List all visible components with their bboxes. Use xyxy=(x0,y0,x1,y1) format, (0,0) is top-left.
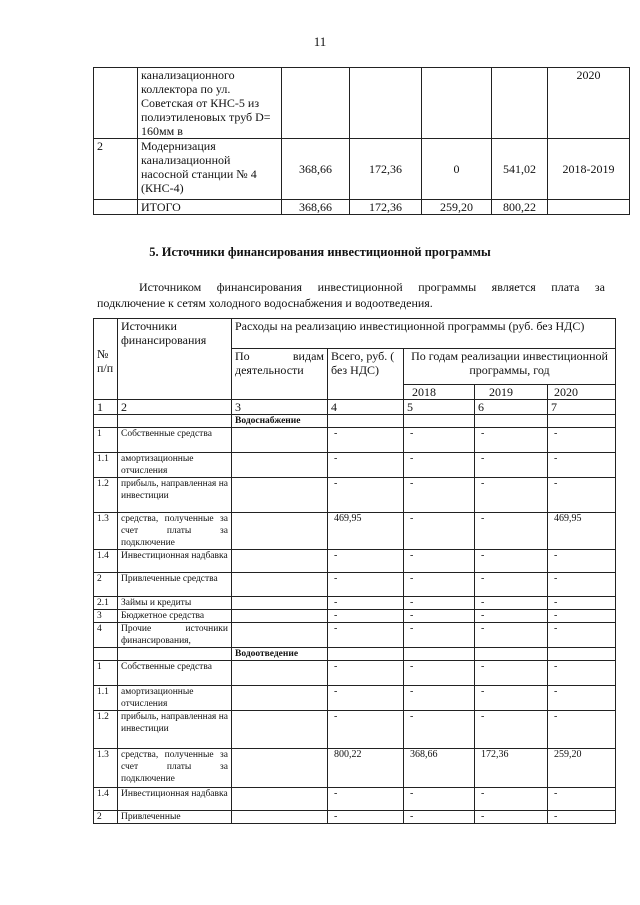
year-2018-cell: - xyxy=(404,811,475,824)
value-cell: 541,02 xyxy=(492,139,548,200)
year-2020-cell: 469,95 xyxy=(548,513,616,550)
total-cell: - xyxy=(328,788,404,811)
total-cell: 469,95 xyxy=(328,513,404,550)
year-2018-cell: - xyxy=(404,550,475,573)
by-activity-cell xyxy=(232,478,328,513)
year-2020-cell: - xyxy=(548,453,616,478)
year-2018-cell: 368,66 xyxy=(404,749,475,788)
year-2019-cell: - xyxy=(475,428,548,453)
investment-projects-table-continued xyxy=(93,67,630,215)
total-cell: 800,22 xyxy=(328,749,404,788)
year-2020-cell: - xyxy=(548,610,616,623)
source-name: Собственные средства xyxy=(118,661,232,686)
year-2018-cell: - xyxy=(404,573,475,597)
year-2020-cell: - xyxy=(548,711,616,749)
value-cell: 368,66 xyxy=(282,139,350,200)
year-2019-cell: - xyxy=(475,788,548,811)
table-row xyxy=(94,686,616,711)
col-number: 5 xyxy=(404,400,475,415)
year-2020-cell: - xyxy=(548,661,616,686)
year-2019-cell: - xyxy=(475,711,548,749)
header-year-2019: 2019 xyxy=(475,385,548,400)
period-cell: 2018-2019 xyxy=(548,139,630,200)
table-row xyxy=(94,623,616,648)
year-2020-cell: - xyxy=(548,788,616,811)
source-name: Прочие источники финансирования, xyxy=(118,623,232,648)
by-activity-cell xyxy=(232,788,328,811)
col-number: 7 xyxy=(548,400,616,415)
row-number: 1.2 xyxy=(94,711,118,749)
value-cell xyxy=(492,68,548,139)
by-activity-cell xyxy=(232,453,328,478)
col-number: 2 xyxy=(118,400,232,415)
col-number: 1 xyxy=(94,400,118,415)
total-cell: - xyxy=(328,661,404,686)
year-2018-cell: - xyxy=(404,661,475,686)
total-cell: - xyxy=(328,478,404,513)
header-by-activity: По видам деятельности xyxy=(232,349,328,400)
total-cell: - xyxy=(328,711,404,749)
year-2020-cell: - xyxy=(548,811,616,824)
source-name: Привлеченные xyxy=(118,811,232,824)
value-cell: 368,66 xyxy=(282,200,350,215)
year-2020-cell: - xyxy=(548,686,616,711)
year-2020-cell: - xyxy=(548,428,616,453)
source-name: прибыль, направленная на инвестиции xyxy=(118,711,232,749)
year-2019-cell: - xyxy=(475,478,548,513)
year-2019-cell: - xyxy=(475,453,548,478)
by-activity-cell xyxy=(232,597,328,610)
column-numbers-row xyxy=(94,400,616,415)
table-row xyxy=(94,478,616,513)
value-cell: 800,22 xyxy=(492,200,548,215)
table-row xyxy=(94,139,630,200)
row-number: 4 xyxy=(94,623,118,648)
section-row-water xyxy=(94,415,616,428)
by-activity-cell xyxy=(232,661,328,686)
by-activity-cell xyxy=(232,623,328,648)
year-2019-cell: - xyxy=(475,811,548,824)
header-expenses: Расходы на реализацию инвестиционной программы (руб. без НДС) xyxy=(232,319,616,349)
value-cell: 259,20 xyxy=(422,200,492,215)
source-name: Займы и кредиты xyxy=(118,597,232,610)
row-number: 1 xyxy=(94,428,118,453)
by-activity-cell xyxy=(232,573,328,597)
year-2018-cell: - xyxy=(404,478,475,513)
year-2019-cell: - xyxy=(475,573,548,597)
total-cell: - xyxy=(328,811,404,824)
year-2018-cell: - xyxy=(404,686,475,711)
header-year-2020: 2020 xyxy=(548,385,616,400)
project-name: Модернизация канализационной насосной станции № 4 (КНС-4) xyxy=(138,139,282,200)
table-row xyxy=(94,788,616,811)
source-name: Собственные средства xyxy=(118,428,232,453)
year-2018-cell: - xyxy=(404,597,475,610)
header-source: Источники финансирования xyxy=(118,319,232,400)
source-name: Инвестиционная надбавка xyxy=(118,788,232,811)
header-year-2018: 2018 xyxy=(404,385,475,400)
source-name: средства, полученные за счет платы за подключение xyxy=(118,513,232,550)
source-name: Бюджетное средства xyxy=(118,610,232,623)
year-2020-cell: - xyxy=(548,623,616,648)
value-cell xyxy=(422,68,492,139)
table-row xyxy=(94,749,616,788)
col-number: 3 xyxy=(232,400,328,415)
row-number: 1.3 xyxy=(94,513,118,550)
year-2018-cell: - xyxy=(404,711,475,749)
row-number: 2.1 xyxy=(94,597,118,610)
row-number: 2 xyxy=(94,811,118,824)
total-cell: - xyxy=(328,573,404,597)
by-activity-cell xyxy=(232,811,328,824)
total-cell: - xyxy=(328,597,404,610)
year-2019-cell: - xyxy=(475,686,548,711)
year-2020-cell: - xyxy=(548,573,616,597)
table-row xyxy=(94,711,616,749)
row-number: 1 xyxy=(94,661,118,686)
year-2020-cell: - xyxy=(548,478,616,513)
year-2020-cell: - xyxy=(548,550,616,573)
year-2019-cell: - xyxy=(475,550,548,573)
value-cell xyxy=(282,68,350,139)
year-2018-cell: - xyxy=(404,610,475,623)
project-name: канализационного коллектора по ул. Советская от КНС-5 из полиэтиленовых труб D= 160мм в xyxy=(138,68,282,139)
total-row xyxy=(94,200,630,215)
header-num: № п/п xyxy=(94,319,118,400)
row-number: 2 xyxy=(94,139,138,200)
row-number xyxy=(94,200,138,215)
row-number: 1.1 xyxy=(94,686,118,711)
table-row xyxy=(94,513,616,550)
by-activity-cell xyxy=(232,749,328,788)
row-number: 1.1 xyxy=(94,453,118,478)
year-2019-cell: - xyxy=(475,597,548,610)
section-label: Водоотведение xyxy=(232,648,328,661)
source-name: амортизационные отчисления xyxy=(118,453,232,478)
source-name: амортизационные отчисления xyxy=(118,686,232,711)
year-2018-cell: - xyxy=(404,513,475,550)
year-2018-cell: - xyxy=(404,623,475,648)
table-row xyxy=(94,610,616,623)
header-by-years: По годам реализации инвестиционной программы, год xyxy=(404,349,616,385)
row-number: 3 xyxy=(94,610,118,623)
table-row xyxy=(94,68,630,139)
year-2018-cell: - xyxy=(404,453,475,478)
paragraph xyxy=(97,279,605,311)
total-cell: - xyxy=(328,453,404,478)
table-row xyxy=(94,550,616,573)
header-total: Всего, руб. ( без НДС) xyxy=(328,349,404,400)
total-cell: - xyxy=(328,428,404,453)
by-activity-cell xyxy=(232,550,328,573)
row-number: 2 xyxy=(94,573,118,597)
value-cell xyxy=(350,68,422,139)
table-row xyxy=(94,573,616,597)
source-name: прибыль, направленная на инвестиции xyxy=(118,478,232,513)
source-name: Инвестиционная надбавка xyxy=(118,550,232,573)
by-activity-cell xyxy=(232,513,328,550)
year-2020-cell: 259,20 xyxy=(548,749,616,788)
total-cell: - xyxy=(328,686,404,711)
year-2019-cell: 172,36 xyxy=(475,749,548,788)
by-activity-cell xyxy=(232,610,328,623)
section-row-sewer xyxy=(94,648,616,661)
by-activity-cell xyxy=(232,686,328,711)
page-number: 11 xyxy=(313,34,327,49)
value-cell: 0 xyxy=(422,139,492,200)
row-number: 1.2 xyxy=(94,478,118,513)
year-2019-cell: - xyxy=(475,513,548,550)
period-cell: 2020 xyxy=(548,68,630,139)
total-cell: - xyxy=(328,623,404,648)
row-number xyxy=(94,68,138,139)
table-row xyxy=(94,811,616,824)
row-number: 1.4 xyxy=(94,550,118,573)
year-2019-cell: - xyxy=(475,623,548,648)
paragraph-line: подключение к сетям холодного водоснабжения и водоотведения. xyxy=(97,296,433,310)
col-number: 4 xyxy=(328,400,404,415)
financing-sources-table xyxy=(93,318,616,824)
by-activity-cell xyxy=(232,428,328,453)
total-label: ИТОГО xyxy=(138,200,282,215)
col-number: 6 xyxy=(475,400,548,415)
source-name: Привлеченные средства xyxy=(118,573,232,597)
table-row xyxy=(94,661,616,686)
year-2019-cell: - xyxy=(475,661,548,686)
year-2020-cell: - xyxy=(548,597,616,610)
section-heading: 5. Источники финансирования инвестиционной программы xyxy=(149,245,491,259)
value-cell: 172,36 xyxy=(350,139,422,200)
row-number: 1.3 xyxy=(94,749,118,788)
value-cell: 172,36 xyxy=(350,200,422,215)
table-row xyxy=(94,428,616,453)
year-2018-cell: - xyxy=(404,428,475,453)
header-row xyxy=(94,319,616,349)
row-number: 1.4 xyxy=(94,788,118,811)
period-cell xyxy=(548,200,630,215)
year-2019-cell: - xyxy=(475,610,548,623)
table-row xyxy=(94,453,616,478)
by-activity-cell xyxy=(232,711,328,749)
table-row xyxy=(94,597,616,610)
paragraph-line: Источником финансирования инвестиционной программы является плата за xyxy=(139,280,605,294)
source-name: средства, полученные за счет платы за подключение xyxy=(118,749,232,788)
total-cell: - xyxy=(328,610,404,623)
total-cell: - xyxy=(328,550,404,573)
year-2018-cell: - xyxy=(404,788,475,811)
section-label: Водоснабжение xyxy=(232,415,328,428)
